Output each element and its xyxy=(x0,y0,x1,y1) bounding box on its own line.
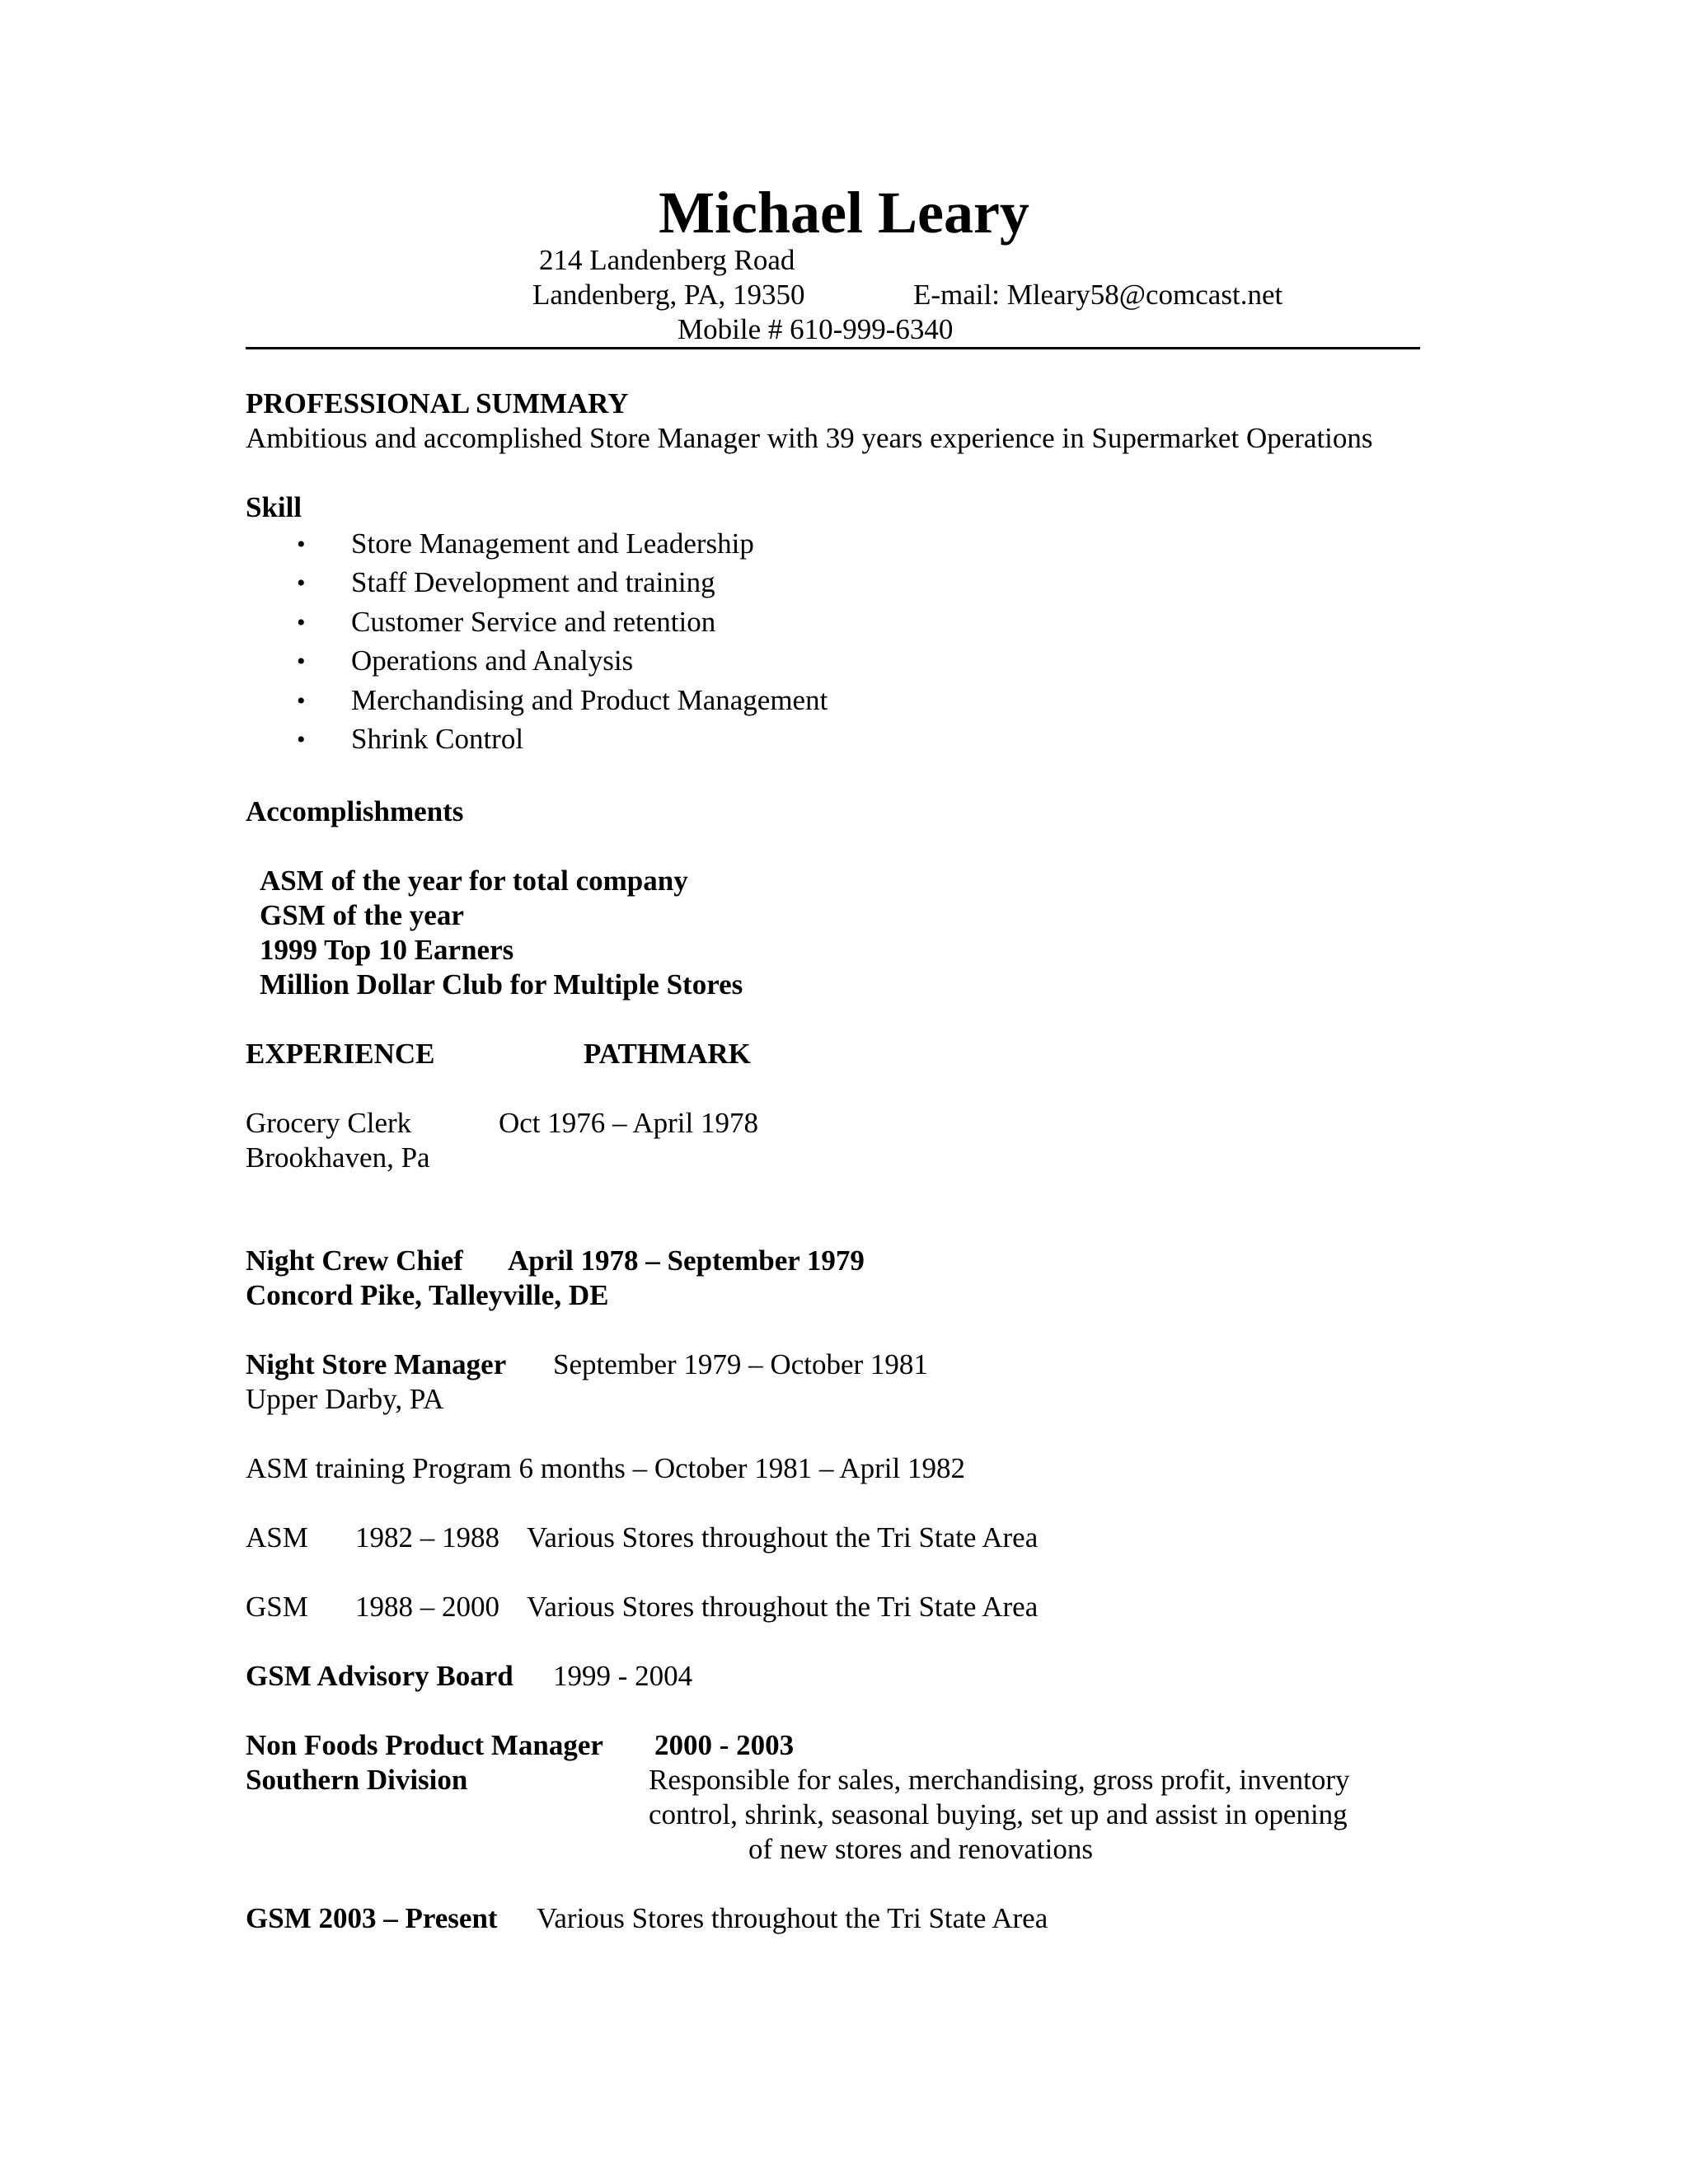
bullet-icon: • xyxy=(297,569,306,597)
job-dates: Oct 1976 – April 1978 xyxy=(499,1107,758,1139)
job-dates: 1982 – 1988 xyxy=(355,1521,499,1554)
summary-text: Ambitious and accomplished Store Manager with 39 years experience in Supermarket Operations xyxy=(246,422,1373,454)
summary-heading: PROFESSIONAL SUMMARY xyxy=(246,387,629,419)
job-title: GSM 2003 – Present xyxy=(246,1902,498,1934)
job-location: Southern Division xyxy=(246,1764,468,1796)
job-location: Concord Pike, Talleyville, DE xyxy=(246,1279,609,1311)
job-title: Night Store Manager xyxy=(246,1348,507,1380)
job-title: Night Crew Chief xyxy=(246,1244,463,1277)
header-divider xyxy=(246,347,1420,349)
bullet-icon: • xyxy=(297,687,306,715)
job-title: Non Foods Product Manager xyxy=(246,1729,603,1761)
skill-item: Merchandising and Product Management xyxy=(351,684,828,716)
accomplishment-item: 1999 Top 10 Earners xyxy=(260,934,514,966)
job-title: GSM Advisory Board xyxy=(246,1660,513,1692)
experience-heading: EXPERIENCE xyxy=(246,1038,435,1070)
bullet-icon: • xyxy=(297,726,306,753)
job-dates: April 1978 – September 1979 xyxy=(508,1244,865,1277)
job-location: Brookhaven, Pa xyxy=(246,1141,430,1174)
skill-heading: Skill xyxy=(246,491,302,523)
bullet-icon: • xyxy=(297,531,306,558)
job-description-line: Responsible for sales, merchandising, gross profit, inventory xyxy=(649,1764,1350,1796)
mobile-text: Mobile # 610-999-6340 xyxy=(678,313,954,345)
address-city: Landenberg, PA, 19350 xyxy=(532,279,805,311)
address-street: 214 Landenberg Road xyxy=(539,244,795,276)
job-title: GSM xyxy=(246,1591,308,1623)
skill-item: Shrink Control xyxy=(351,723,524,755)
job-dates: 1988 – 2000 xyxy=(355,1591,499,1623)
job-detail: Various Stores throughout the Tri State Area xyxy=(527,1591,1039,1623)
skill-item: Staff Development and training xyxy=(351,566,715,598)
job-detail: Various Stores throughout the Tri State Area xyxy=(527,1521,1039,1554)
bullet-icon: • xyxy=(297,648,306,675)
job-description-line: control, shrink, seasonal buying, set up and assist in opening xyxy=(649,1798,1348,1830)
training-program: ASM training Program 6 months – October 1981 – April 1982 xyxy=(246,1452,966,1484)
job-title: ASM xyxy=(246,1521,308,1554)
job-dates: September 1979 – October 1981 xyxy=(553,1348,928,1380)
accomplishment-item: GSM of the year xyxy=(260,899,464,931)
job-title: Grocery Clerk xyxy=(246,1107,412,1139)
bullet-icon: • xyxy=(297,609,306,636)
job-detail: Various Stores throughout the Tri State Area xyxy=(537,1902,1048,1934)
email-text: E-mail: Mleary58@comcast.net xyxy=(913,279,1283,311)
skill-item: Store Management and Leadership xyxy=(351,527,754,560)
accomplishment-item: ASM of the year for total company xyxy=(260,865,688,897)
job-location: Upper Darby, PA xyxy=(246,1383,444,1415)
resume-name: Michael Leary xyxy=(659,180,1029,246)
job-description-line: of new stores and renovations xyxy=(748,1833,1093,1865)
job-dates: 1999 - 2004 xyxy=(553,1660,693,1692)
accomplishment-item: Million Dollar Club for Multiple Stores xyxy=(260,968,743,1001)
accomplishments-heading: Accomplishments xyxy=(246,795,464,827)
job-dates: 2000 - 2003 xyxy=(654,1729,795,1761)
skill-item: Customer Service and retention xyxy=(351,606,716,638)
skill-item: Operations and Analysis xyxy=(351,644,634,677)
company-name: PATHMARK xyxy=(584,1038,751,1070)
